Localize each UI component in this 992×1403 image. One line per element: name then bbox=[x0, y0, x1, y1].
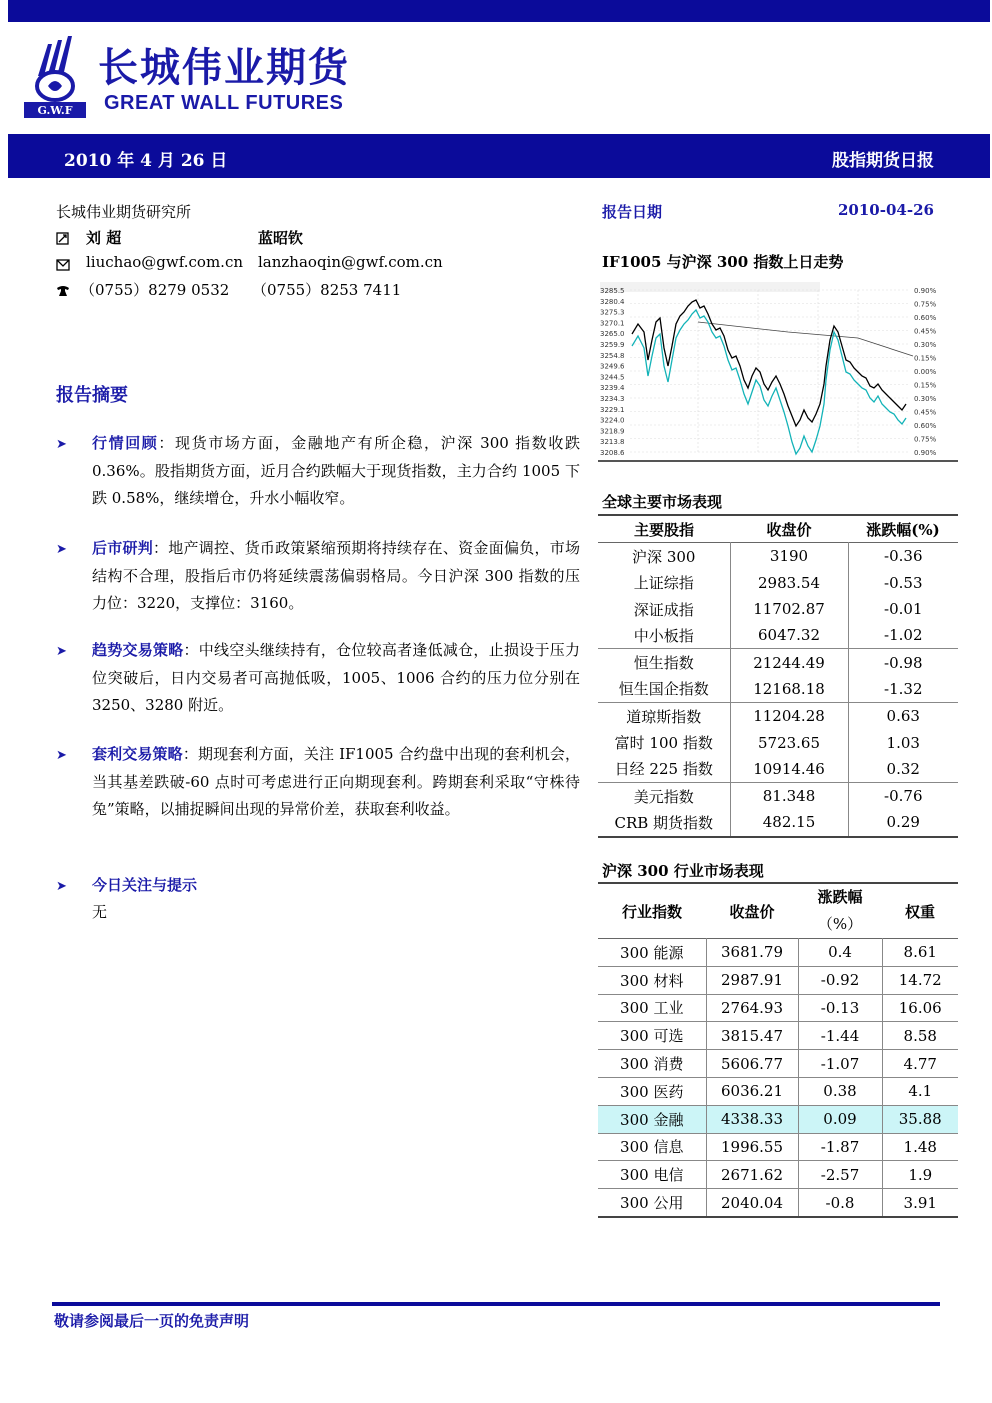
col-header-close: 收盘价 bbox=[766, 520, 812, 539]
weight: 1.48 bbox=[903, 1137, 937, 1156]
col-header-sector: 行业指数 bbox=[621, 902, 682, 921]
change-pct: -1.32 bbox=[884, 679, 923, 698]
close-price: 2671.62 bbox=[706, 1161, 798, 1189]
sector-name: 300 材料 bbox=[598, 966, 706, 994]
close-price: 2987.91 bbox=[706, 966, 798, 994]
table-row bbox=[598, 966, 958, 994]
right-axis-tick: 0.60% bbox=[914, 422, 937, 430]
index-name: 恒生指数 bbox=[598, 649, 730, 676]
today-focus-content: 无 bbox=[92, 903, 108, 921]
close-price: 21244.49 bbox=[730, 649, 848, 676]
change-pct: -0.8 bbox=[798, 1189, 882, 1217]
index-name: 中小板指 bbox=[598, 622, 730, 649]
close-price: 6047.32 bbox=[730, 622, 848, 649]
close-price: 2040.04 bbox=[706, 1189, 798, 1217]
table-row bbox=[598, 622, 958, 649]
change-pct: -1.07 bbox=[798, 1050, 882, 1078]
sector-name: 300 能源 bbox=[598, 939, 706, 967]
sector-name: 300 金融 bbox=[598, 1105, 706, 1133]
author-icon bbox=[56, 230, 68, 242]
global-markets-table bbox=[598, 514, 958, 838]
footer-rule bbox=[52, 1302, 940, 1306]
weight: 35.88 bbox=[898, 1110, 942, 1129]
sector-name: 300 医药 bbox=[598, 1077, 706, 1105]
bullet-arrow-icon: ➤ bbox=[56, 437, 67, 452]
left-axis-tick: 3275.3 bbox=[600, 308, 625, 317]
table-row bbox=[598, 1133, 958, 1161]
company-logo bbox=[24, 34, 86, 118]
change-pct: -0.13 bbox=[798, 994, 882, 1022]
change-pct: 1.03 bbox=[886, 733, 920, 752]
left-axis-tick: 3244.5 bbox=[600, 373, 625, 382]
close-price: 3190 bbox=[730, 543, 848, 570]
close-price: 482.15 bbox=[730, 809, 848, 836]
right-axis-tick: 0.75% bbox=[914, 300, 937, 309]
weight: 8.58 bbox=[903, 1026, 937, 1045]
top-bar bbox=[8, 0, 990, 22]
left-axis-tick: 3254.8 bbox=[600, 351, 625, 360]
close-price: 81.348 bbox=[730, 782, 848, 809]
right-axis-tick: 0.30% bbox=[914, 341, 937, 349]
change-pct: 0.4 bbox=[798, 939, 882, 967]
institute-name: 长城伟业期货研究所 bbox=[56, 203, 192, 221]
author-phone-2: （0755）8253 7411 bbox=[252, 281, 402, 299]
change-pct: -1.02 bbox=[884, 626, 923, 645]
table-row bbox=[598, 1050, 958, 1078]
right-axis-tick: 0.00% bbox=[914, 368, 937, 376]
right-axis-tick: 0.45% bbox=[914, 327, 937, 336]
table-row bbox=[598, 809, 958, 836]
weight: 1.9 bbox=[908, 1165, 933, 1184]
bullet-arrow-icon: ➤ bbox=[56, 879, 67, 894]
author-phone-1: （0755）8279 0532 bbox=[80, 281, 230, 299]
intraday-chart bbox=[598, 276, 958, 462]
weight: 8.61 bbox=[903, 943, 937, 962]
weight: 16.06 bbox=[898, 998, 942, 1017]
change-pct: 0.63 bbox=[886, 707, 920, 726]
bullet-arrow-icon: ➤ bbox=[56, 644, 67, 659]
brand-name-en: GREAT WALL FUTURES bbox=[104, 92, 344, 114]
summary-item-market-review: 行情回顾：现货市场方面，金融地产有所企稳，沪深 300 指数收跌 0.36%。股指期货方面，近月合约跌幅大于现货指数，主力合约 1005 下跌 0.58%，继续增仓，升水小幅收窄。 bbox=[92, 434, 580, 507]
left-axis-tick: 3234.3 bbox=[600, 395, 625, 403]
right-axis-tick: 0.60% bbox=[914, 314, 937, 322]
close-price: 1996.55 bbox=[706, 1133, 798, 1161]
change-pct: -1.44 bbox=[798, 1022, 882, 1050]
close-price: 12168.18 bbox=[730, 676, 848, 703]
right-axis-tick: 0.75% bbox=[914, 435, 937, 444]
sector-name: 300 可选 bbox=[598, 1022, 706, 1050]
summary-title: 报告摘要 bbox=[56, 385, 128, 406]
chart-svg bbox=[598, 276, 958, 460]
brand-name-cn: 长城伟业期货 bbox=[98, 45, 350, 91]
bullet-arrow-icon: ➤ bbox=[56, 748, 67, 763]
disclaimer-note: 敬请参阅最后一页的免责声明 bbox=[54, 1312, 250, 1330]
table-row bbox=[598, 570, 958, 596]
table-row bbox=[598, 1189, 958, 1217]
change-pct: 0.32 bbox=[886, 759, 920, 778]
index-name: 美元指数 bbox=[598, 782, 730, 809]
left-axis-tick: 3239.4 bbox=[600, 384, 625, 393]
email-icon bbox=[56, 256, 70, 275]
great-wall-logo-icon bbox=[24, 34, 86, 118]
table-row bbox=[598, 1161, 958, 1189]
table-row bbox=[598, 756, 958, 783]
index-name: 恒生国企指数 bbox=[598, 676, 730, 703]
table-row bbox=[598, 1022, 958, 1050]
index-name: 富时 100 指数 bbox=[598, 729, 730, 755]
change-pct: -0.01 bbox=[884, 600, 923, 619]
table-row bbox=[598, 543, 958, 570]
change-pct: -0.36 bbox=[884, 547, 923, 566]
close-price: 10914.46 bbox=[730, 756, 848, 783]
table-row bbox=[598, 994, 958, 1022]
close-price: 6036.21 bbox=[706, 1077, 798, 1105]
change-pct: -0.76 bbox=[884, 787, 923, 806]
close-price: 3681.79 bbox=[706, 939, 798, 967]
col-header-index: 主要股指 bbox=[633, 520, 694, 539]
table-row bbox=[598, 1077, 958, 1105]
author-name-1: 刘 超 bbox=[86, 229, 122, 247]
index-name: 日经 225 指数 bbox=[598, 756, 730, 783]
table-row bbox=[598, 939, 958, 967]
left-axis-tick: 3249.6 bbox=[600, 362, 625, 371]
left-axis-tick: 3229.1 bbox=[600, 405, 625, 414]
col-header-change: 涨跌幅 （%） bbox=[817, 888, 863, 933]
left-axis-tick: 3265.0 bbox=[600, 330, 625, 339]
right-axis-tick: 0.45% bbox=[914, 408, 937, 417]
col-header-close: 收盘价 bbox=[729, 902, 775, 921]
change-pct: -0.53 bbox=[884, 573, 923, 592]
sector-table bbox=[598, 882, 958, 1218]
left-axis-tick: 3213.8 bbox=[600, 438, 625, 447]
report-date-band: 2010 年 4 月 26 日 bbox=[64, 151, 228, 171]
index-name: 沪深 300 bbox=[598, 543, 730, 570]
table-row bbox=[598, 649, 958, 676]
svg-text:G.W.F: G.W.F bbox=[37, 104, 73, 117]
change-pct: 0.38 bbox=[798, 1077, 882, 1105]
table-row bbox=[598, 782, 958, 809]
global-markets-title: 全球主要市场表现 bbox=[602, 493, 723, 511]
right-axis-tick: 0.30% bbox=[914, 395, 937, 403]
summary-item-today-focus: 今日关注与提示 bbox=[92, 876, 198, 894]
change-pct: -2.57 bbox=[798, 1161, 882, 1189]
weight: 14.72 bbox=[898, 971, 942, 990]
left-axis-tick: 3224.0 bbox=[600, 416, 625, 425]
table-row bbox=[598, 703, 958, 730]
change-pct: 0.09 bbox=[798, 1105, 882, 1133]
table-row bbox=[598, 1105, 958, 1133]
left-axis-tick: 3280.4 bbox=[600, 297, 625, 306]
summary-item-trend-strategy: 趋势交易策略：中线空头继续持有，仓位较高者逢低减仓，止损设于压力位突破后，日内交易者可高抛低吸，1005、1006 合约的压力位分别在 3250、3280 附近。 bbox=[92, 641, 580, 714]
weight: 4.1 bbox=[908, 1082, 933, 1101]
report-type-title: 股指期货日报 bbox=[832, 151, 934, 171]
close-price: 5723.65 bbox=[730, 729, 848, 755]
left-axis-tick: 3270.1 bbox=[600, 319, 625, 328]
index-name: 上证综指 bbox=[598, 570, 730, 596]
sector-name: 300 工业 bbox=[598, 994, 706, 1022]
left-axis-tick: 3285.5 bbox=[600, 287, 625, 295]
change-pct: -1.87 bbox=[798, 1133, 882, 1161]
sector-name: 300 信息 bbox=[598, 1133, 706, 1161]
right-axis-tick: 0.90% bbox=[914, 287, 937, 295]
report-date-label: 报告日期 bbox=[602, 203, 663, 221]
close-price: 4338.33 bbox=[706, 1105, 798, 1133]
report-date-value: 2010-04-26 bbox=[838, 201, 934, 219]
table-row bbox=[598, 596, 958, 622]
close-price: 3815.47 bbox=[706, 1022, 798, 1050]
close-price: 5606.77 bbox=[706, 1050, 798, 1078]
summary-item-arbitrage-strategy: 套利交易策略：期现套利方面，关注 IF1005 合约盘中出现的套利机会，当其基差跌破-60 点时可考虑进行正向期现套利。跨期套利采取“守株待兔”策略，以捕捉瞬间出现的异常价差，获取套利收益。 bbox=[92, 745, 580, 818]
sector-title: 沪深 300 行业市场表现 bbox=[602, 862, 764, 880]
change-pct: -0.98 bbox=[884, 653, 923, 672]
right-axis-tick: 0.90% bbox=[914, 449, 937, 457]
bullet-arrow-icon: ➤ bbox=[56, 542, 67, 557]
close-price: 2764.93 bbox=[706, 994, 798, 1022]
sector-name: 300 电信 bbox=[598, 1161, 706, 1189]
col-header-change: 涨跌幅(%) bbox=[866, 520, 940, 539]
weight: 4.77 bbox=[903, 1054, 937, 1073]
left-axis-tick: 3208.6 bbox=[600, 449, 625, 457]
sector-name: 300 公用 bbox=[598, 1189, 706, 1217]
table-row bbox=[598, 729, 958, 755]
close-price: 11702.87 bbox=[730, 596, 848, 622]
right-axis-tick: 0.15% bbox=[914, 381, 937, 390]
right-axis-tick: 0.15% bbox=[914, 354, 937, 363]
index-name: 深证成指 bbox=[598, 596, 730, 622]
close-price: 11204.28 bbox=[730, 703, 848, 730]
index-name: 道琼斯指数 bbox=[598, 703, 730, 730]
author-email-2[interactable]: lanzhaoqin@gwf.com.cn bbox=[258, 253, 443, 271]
author-name-2: 蓝昭钦 bbox=[258, 229, 304, 247]
summary-item-outlook: 后市研判：地产调控、货币政策紧缩预期将持续存在、资金面偏负，市场结构不合理，股指后市仍将延续震荡偏弱格局。今日沪深 300 指数的压力位：3220，支撑位：3160。 bbox=[92, 539, 580, 612]
left-axis-tick: 3218.9 bbox=[600, 427, 625, 436]
sector-name: 300 消费 bbox=[598, 1050, 706, 1078]
left-axis-tick: 3259.9 bbox=[600, 341, 625, 349]
close-price: 2983.54 bbox=[730, 570, 848, 596]
change-pct: 0.29 bbox=[886, 813, 920, 832]
phone-icon bbox=[56, 282, 70, 301]
chart-title: IF1005 与沪深 300 指数上日走势 bbox=[602, 253, 844, 271]
table-row bbox=[598, 676, 958, 703]
author-email-1[interactable]: liuchao@gwf.com.cn bbox=[86, 253, 244, 271]
index-name: CRB 期货指数 bbox=[598, 809, 730, 836]
change-pct: -0.92 bbox=[798, 966, 882, 994]
col-header-weight: 权重 bbox=[904, 902, 935, 921]
weight: 3.91 bbox=[903, 1193, 937, 1212]
